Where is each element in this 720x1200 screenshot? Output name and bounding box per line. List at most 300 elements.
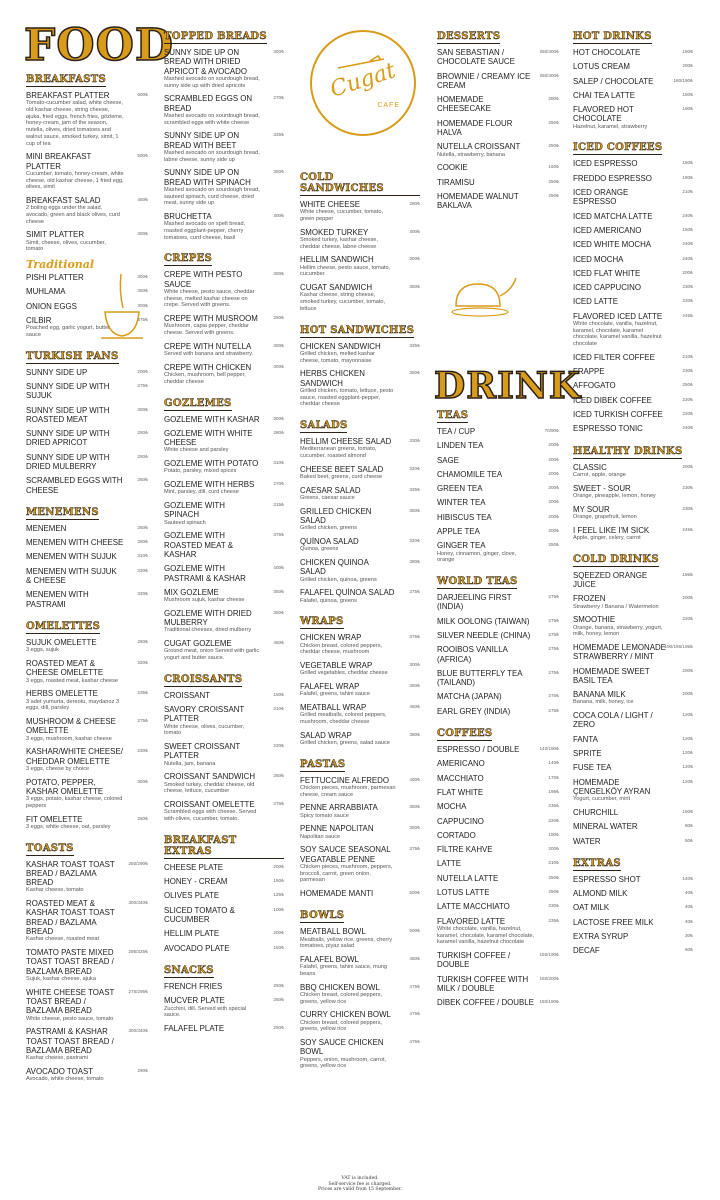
item-name: ICED DIBEK COFFEE <box>573 395 652 405</box>
item-price: 325₺ <box>409 342 420 348</box>
menu-item <box>300 983 420 1006</box>
item-price: 200₺ <box>548 442 559 448</box>
item-description: Mediterranean greens, tomato, cucumber, roasted almond <box>300 446 377 459</box>
item-name: CREPE WITH MUSROOM <box>164 314 258 324</box>
menu-item <box>573 763 693 772</box>
item-price: 150₺ <box>273 691 284 697</box>
item-description: Kashar cheese, pastrami <box>26 1055 88 1062</box>
footer-line: Self-service fee is charged. <box>328 1181 392 1187</box>
item-price: 200₺ <box>548 513 559 519</box>
item-name: MENEMEN WITH PASTRAMI <box>26 590 89 609</box>
menu-item <box>573 903 693 912</box>
item-name: MENEMEN WITH CHEESE <box>26 538 124 548</box>
item-name: CHICKEN SANDWICH <box>300 341 381 351</box>
item-price: 300₺ <box>273 49 284 54</box>
item-price: 240₺ <box>682 212 693 218</box>
item-name: SUNNY SIDE UP WITH DRIED APRICOT <box>26 429 110 448</box>
menu-item <box>573 690 693 706</box>
menu-item <box>437 192 559 211</box>
item-name: SAN SEBASTIAN / CHOCOLATE SAUCE <box>437 48 515 67</box>
item-description: Grilled chicken, quinoa, greens <box>300 576 377 583</box>
item-name: HERBS CHICKEN SANDWICH <box>300 369 365 388</box>
menu-item <box>300 1038 420 1070</box>
item-price: 40₺ <box>684 918 693 924</box>
item-price: 120₺ <box>682 778 693 784</box>
item-price: 275₺ <box>548 669 559 675</box>
item-name: CREPE WITH CHICKEN <box>164 362 252 372</box>
item-name: CORTADO <box>437 830 476 840</box>
menu-item <box>437 95 559 114</box>
item-price: 230₺ <box>548 903 559 909</box>
item-price: 200₺ <box>548 470 559 476</box>
item-price: 170₺ <box>548 774 559 780</box>
item-price: 230₺ <box>137 748 148 754</box>
menu-item <box>437 441 559 450</box>
item-name: CUGAT GOZLEME <box>164 639 232 649</box>
item-name: ESPRESSO SHOT <box>573 874 641 884</box>
item-name: WHITE CHEESE <box>300 200 361 209</box>
menu-item <box>573 932 693 941</box>
item-description: Banana, milk, honey, ice <box>573 699 634 706</box>
menu-item <box>164 48 284 89</box>
menu-item <box>573 946 693 955</box>
menu-item <box>437 484 559 493</box>
section-heading: EXTRAS <box>573 857 621 869</box>
menu-item <box>573 91 693 100</box>
item-description: Yogurt, cucumber, mint <box>573 796 631 803</box>
menu-item <box>26 368 148 377</box>
menu-item <box>437 888 559 897</box>
menu-item <box>573 312 693 348</box>
item-price: 150₺ <box>682 160 693 166</box>
item-price: 250₺ <box>548 874 559 880</box>
menu-item <box>26 899 148 943</box>
menu-item <box>573 505 693 521</box>
item-name: SUNNY SIDE UP ON BREAD WITH DRIED APRICOT & AVOCADO <box>164 48 248 76</box>
item-name: GOZLEME WITH KASHAR <box>164 414 260 424</box>
item-description: 3 eggs, white cheese, oat, parsley <box>26 823 111 830</box>
item-name: SCRAMBLED EGGS WITH CHEESE <box>26 476 123 495</box>
item-name: ICED FLAT WHITE <box>573 268 641 278</box>
menu-item <box>437 975 559 994</box>
item-price: 220₺ <box>273 743 284 749</box>
item-price: 250₺ <box>273 982 284 988</box>
menu-item <box>26 91 148 147</box>
item-price: 350₺ <box>409 682 420 688</box>
menu-item <box>300 200 420 223</box>
item-price: 200₺ <box>682 463 693 469</box>
item-description: Smoked turkey, cheddar cheese, old cheese, lettuce, cucumber <box>164 781 255 795</box>
item-price: 200₺ <box>273 930 284 936</box>
item-price: 310₺ <box>137 553 148 559</box>
item-price: 275₺ <box>548 594 559 600</box>
item-name: OLIVES PLATE <box>164 891 220 901</box>
item-name: MENEMEN WITH SUJUK <box>26 552 117 562</box>
item-price: 195₺ <box>548 788 559 794</box>
item-price: 250₺ <box>137 430 148 436</box>
item-name: BANANA MILK <box>573 690 626 700</box>
item-description: Falafel, greens, tahini sauce, mung beans <box>300 964 388 978</box>
menu-item <box>26 988 148 1023</box>
item-name: FALAFEL QUİNOA SALAD <box>300 588 395 598</box>
item-price: 380₺ <box>409 558 420 564</box>
menu-item <box>164 94 284 126</box>
item-description: Served with banana and strawberry. <box>164 351 254 358</box>
menu-item <box>437 845 559 854</box>
menu-item <box>26 476 148 495</box>
item-name: MUSHROOM & CHEESE OMELETTE <box>26 716 116 736</box>
section-heading: COLD SANDWICHES <box>300 172 420 196</box>
item-name: SIMIT PLATTER <box>26 230 85 240</box>
menu-item <box>164 691 284 700</box>
menu-item <box>26 196 148 225</box>
item-description: Mashed avocado on sourdough bread, scrambled eggs with white cheese <box>164 112 260 126</box>
item-name: SAVORY CROISSANT PLATTER <box>164 705 245 724</box>
item-name: CROISSANT SANDWICH <box>164 772 256 782</box>
item-description: Tomato-cucumber salad, white cheese, old kashar cheese, string cheese, ajuka, fried eggs, french fries, gözleme, honey-cream, jam of the season, nutella, olives, dried tomatoes and walnut sauce, smoked turkey, simit, 1 cup of tea <box>26 100 124 147</box>
menu-item <box>573 381 693 390</box>
item-description: Nutella, strawberry, banana <box>437 151 505 158</box>
item-price: 325₺ <box>273 132 284 138</box>
menu-item <box>26 302 148 311</box>
item-description: 3 eggs, roasted meat, kashar cheese <box>26 677 119 684</box>
item-name: MINERAL WATER <box>573 822 638 832</box>
item-name: COOKIE <box>437 163 468 173</box>
menu-item <box>573 174 693 183</box>
item-description: Mashed avocado on spelt bread, roasted eggplant-pepper, cherry tomatoes, curd cheese, basil <box>164 221 246 241</box>
item-name: ESPRESSO TONIC <box>573 424 643 434</box>
item-name: HOMEMADE WALNUT BAKLAVA <box>437 191 519 211</box>
menu-item <box>164 314 284 337</box>
item-name: ICED FILTER COFFEE <box>573 352 655 362</box>
item-price: 330₺ <box>409 437 420 443</box>
item-price: 375₺ <box>137 316 148 322</box>
menu-item <box>437 513 559 522</box>
logo-sub: CAFE <box>377 102 400 109</box>
item-name: ESPRESSO / DOUBLE <box>437 745 520 755</box>
menu-item <box>437 917 559 946</box>
menu-item <box>300 558 420 583</box>
item-price: 220₺ <box>682 616 693 622</box>
item-name: GOZLEME WITH PASTRAMI & KASHAR <box>164 564 246 583</box>
item-name: SUNNY SIDE UP WITH ROASTED MEAT <box>26 405 110 424</box>
menu-item <box>26 1027 148 1062</box>
item-price: 500₺ <box>409 890 420 896</box>
item-price: 300₺ <box>409 228 420 234</box>
menu-item <box>437 72 559 91</box>
item-name: MENEMEN <box>26 523 67 533</box>
menu-item <box>164 459 284 475</box>
item-name: CROISSANT <box>164 690 211 700</box>
menu-item <box>164 480 284 496</box>
section-heading: GOZLEMES <box>164 397 232 409</box>
item-price: 350₺ <box>409 370 420 376</box>
item-name: QUİNOA SALAD <box>300 536 359 546</box>
menu-item <box>26 717 148 742</box>
menu-item <box>437 998 559 1007</box>
coffee-pot-illustration-icon <box>446 268 520 322</box>
item-description: Kashar cheese, string cheese, smoked turkey, cucumber, tomato, lettuce <box>300 292 386 312</box>
item-price: 450₺ <box>273 640 284 646</box>
item-name: ICED MOCHA <box>573 254 624 264</box>
item-name: KASHAR TOAST TOAST BREAD / BAZLAMA BREAD <box>26 859 115 888</box>
item-description: White chocolate, vanilla, hazelnut, karamel, chocolate, karamel chocolate, karamel vanilla, hazelnut chocolate <box>437 925 535 946</box>
item-description: Grilled chicken, tomato, lettuce, pesto sauce, roasted eggplant-pepper, cheddar cheese <box>300 387 394 408</box>
item-price: 100₺ <box>273 906 284 912</box>
item-description: 3 eggs, cheese by choice <box>26 765 90 772</box>
menu-item <box>573 735 693 744</box>
item-description: White cheese, pesto sauce, cheddar cheese, melted kashar cheese on crepe. Served with greens. <box>164 289 255 309</box>
item-name: CHICKEN QUINOA SALAD <box>300 557 369 577</box>
item-price: 200₺ <box>548 528 559 534</box>
column-teas-coffees <box>437 403 559 1013</box>
menu-item <box>437 593 559 612</box>
item-name: I FEEL LIKE I'M SICK <box>573 525 650 535</box>
item-price: 320₺ <box>409 537 420 543</box>
menu-item <box>164 270 284 309</box>
menu-item <box>26 567 148 586</box>
item-name: WHITE CHEESE TOAST TOAST BREAD / BAZLAMA BREAD <box>26 987 115 1016</box>
menu-item <box>26 552 148 561</box>
item-description: Kashar cheese, tomato <box>26 887 84 894</box>
menu-item <box>164 1024 284 1033</box>
menu-item <box>437 427 559 436</box>
item-price: 310₺ <box>273 460 284 466</box>
item-price: 475₺ <box>409 983 420 989</box>
menu-item <box>573 367 693 376</box>
item-price: 280₺ <box>409 201 420 206</box>
menu-item <box>26 429 148 448</box>
item-name: HOMEMADE CHEESECAKE <box>437 95 491 114</box>
item-price: 250₺ <box>273 773 284 779</box>
item-price: 200₺ <box>682 667 693 673</box>
item-name: HERBS OMELETTE <box>26 689 98 699</box>
item-price: 350₺ <box>137 288 148 294</box>
item-price: 250₺ <box>137 524 148 530</box>
item-price: 150₺ <box>682 226 693 232</box>
section-heading: CROISSANTS <box>164 673 243 685</box>
item-name: ROOIBOS VANILLA (AFRICA) <box>437 645 508 664</box>
item-price: 450₺ <box>409 703 420 709</box>
menu-item <box>573 159 693 168</box>
menu-item <box>573 212 693 221</box>
menu-item <box>300 927 420 950</box>
menu-item <box>573 297 693 306</box>
item-price: 230₺ <box>682 505 693 511</box>
item-description: Falafel, greens, tahini sauce <box>300 691 370 698</box>
item-description: Kashar cheese, roasted meat <box>26 936 100 943</box>
item-name: TURKISH COFFEE / DOUBLE <box>437 951 511 970</box>
item-name: GOZLEME WITH POTATO <box>164 459 259 469</box>
item-price: 400₺ <box>409 776 420 782</box>
menu-item <box>573 778 693 803</box>
menu-item <box>437 48 559 67</box>
item-name: GOZLEME WITH DRIED MULBERRY <box>164 608 252 628</box>
item-price: 400₺ <box>273 565 284 571</box>
item-description: Nutella, jam, banana <box>164 760 216 767</box>
item-name: ICED TURKISH COFFEE <box>573 410 663 420</box>
menu-item <box>26 778 148 810</box>
item-name: CHICKEN WRAP <box>300 633 362 643</box>
menu-item <box>437 707 559 716</box>
item-name: FLAT WHITE <box>437 787 484 797</box>
item-description: 3 adet yumurta, dereotu, maydanoz 3 eggs, dill, parsley <box>26 698 119 712</box>
menu-item <box>437 802 559 811</box>
item-description: Mashed avocado on sourdough bread, sunny side up with dried apricots <box>164 75 260 89</box>
item-name: SUNNY SIDE UP WITH DRIED MULBERRY <box>26 452 110 471</box>
item-price: 150/190₺ <box>539 999 559 1005</box>
section-heading: ICED COFFEES <box>573 142 663 154</box>
menu-item <box>164 929 284 938</box>
item-price: 250₺ <box>273 1024 284 1030</box>
item-name: TIRAMISU <box>437 177 475 187</box>
item-price: 300/340₺ <box>128 1028 148 1034</box>
menu-item <box>437 788 559 797</box>
item-price: 220₺ <box>682 298 693 304</box>
item-description: White cheese, pesto sauce, tomato <box>26 1015 114 1022</box>
menu-item <box>26 382 148 401</box>
item-price: 300₺ <box>137 274 148 280</box>
menu-item <box>300 824 420 840</box>
menu-item <box>300 507 420 532</box>
item-price: 240₺ <box>682 425 693 431</box>
menu-item <box>164 800 284 823</box>
item-price: 240₺ <box>682 255 693 261</box>
item-price: 250₺ <box>137 477 148 483</box>
item-description: White cheese and parsley <box>164 447 229 454</box>
item-price: 300₺ <box>137 778 148 784</box>
menu-item <box>164 531 284 559</box>
item-price: 250₺ <box>548 119 559 125</box>
item-name: MATCHA (JAPAN) <box>437 692 502 702</box>
menu-item <box>300 845 420 884</box>
item-name: DIBEK COFFEE / DOUBLE <box>437 998 534 1008</box>
menu-item <box>300 486 420 502</box>
item-name: OAT MILK <box>573 903 610 913</box>
section-heading: SNACKS <box>164 964 214 976</box>
item-price: 275₺ <box>548 631 559 637</box>
menu-item <box>437 831 559 840</box>
menu-item <box>164 429 284 454</box>
item-name: ICED AMERICANO <box>573 225 642 235</box>
item-description: Grilled chicken, greens, salad sauce <box>300 739 390 746</box>
item-price: 120₺ <box>682 712 693 718</box>
item-price: 270₺ <box>273 95 284 101</box>
menu-item <box>26 638 148 654</box>
item-description: Grilled chicken, greens <box>300 525 357 532</box>
item-name: GOZLEME WITH WHITE CHEESE <box>164 428 253 448</box>
item-price: 250₺ <box>548 143 559 149</box>
item-description: White cheese, cucumber, tomato, green pepper <box>300 209 384 222</box>
item-description: 3 eggs, sujuk <box>26 647 59 654</box>
menu-item <box>300 465 420 481</box>
footer-line: Prices are valid from 15 September. <box>318 1187 402 1193</box>
menu-item <box>437 817 559 826</box>
item-name: PASTRAMI & KASHAR TOAST TOAST BREAD / BAZLAMA BREAD <box>26 1027 114 1055</box>
menu-item <box>164 609 284 634</box>
menu-item <box>437 669 559 688</box>
item-price: 145₺ <box>548 760 559 766</box>
item-name: SUNNY SIDE UP WITH SUJUK <box>26 381 110 401</box>
menu-item <box>573 62 693 71</box>
menu-item <box>573 808 693 817</box>
item-price: 30₺ <box>684 932 693 938</box>
item-name: CAPPUCINO <box>437 816 484 826</box>
menu-item <box>164 212 284 241</box>
menu-item <box>573 837 693 846</box>
item-name: DARJEELING FIRST (INDIA) <box>437 593 512 612</box>
item-price: 350₺ <box>409 284 420 290</box>
item-price: 245₺ <box>682 312 693 318</box>
item-description: Mushroom, capia pepper, cheddar cheese. Served with greens. <box>164 323 249 337</box>
item-description: 3 eggs, mushroom, kashar cheese <box>26 735 112 742</box>
menu-item <box>573 463 693 479</box>
menu-item <box>26 524 148 533</box>
item-name: FALAFEL PLATE <box>164 1023 225 1033</box>
item-price: 475₺ <box>409 1039 420 1045</box>
item-description: Simit, cheese, olives, cucumber, tomato <box>26 239 106 253</box>
item-price: 80₺ <box>684 823 693 829</box>
item-description: 2 boiling eggs under the salad, avocado, green and black olives, curd cheese <box>26 205 120 225</box>
menu-item <box>164 588 284 604</box>
menu-item <box>164 705 284 737</box>
item-name: MINI BREAKFAST PLATTER <box>26 152 92 171</box>
item-price: 70/90₺ <box>544 428 559 433</box>
section-heading: MENEMENS <box>26 506 99 518</box>
item-name: MUCVER PLATE <box>164 996 225 1006</box>
item-description: Grilled chicken, melted kashar cheese, tomato, mayonnaise <box>300 350 375 364</box>
item-name: HOMEMADE ÇENGELKÖY AYRAN <box>573 777 651 796</box>
menu-item <box>164 564 284 583</box>
item-description: Chicken pieces, mushroom, peppers, broccoli, carrot, green onion, parmesan <box>300 863 393 884</box>
item-description: Grilled meatballs, colored peppers, mushroom, cheddar cheese <box>300 712 387 725</box>
item-name: HOT CHOCOLATE <box>573 48 641 57</box>
item-name: FIT OMELETTE <box>26 814 83 824</box>
drink-title: DRINK <box>434 365 582 407</box>
item-name: POTATO, PEPPER, KASHAR OMELETTE <box>26 777 104 796</box>
menu-item <box>437 178 559 187</box>
item-price: 280₺ <box>137 539 148 545</box>
item-price: 150₺ <box>682 808 693 814</box>
item-name: GINGER TEA <box>437 541 486 551</box>
menu-item <box>300 369 420 408</box>
item-name: HOMEMADE MANTI <box>300 889 374 899</box>
menu-item <box>26 287 148 296</box>
item-name: CHEESE BEET SALAD <box>300 464 384 474</box>
item-price: 250₺ <box>682 382 693 388</box>
item-price: 200₺ <box>137 368 148 374</box>
menu-item <box>573 749 693 758</box>
item-name: FREDDO ESPRESSO <box>573 173 652 183</box>
item-name: CILBIR <box>26 315 52 325</box>
item-name: FLAVORED HOT CHOCOLATE <box>573 105 634 124</box>
column-breads <box>164 24 284 1038</box>
item-name: PENNE NAPOLITAN <box>300 824 374 834</box>
item-description: Sujuk, kashar cheese, ajuka <box>26 975 96 982</box>
item-name: SMOOTHIE <box>573 615 616 625</box>
item-price: 200₺ <box>548 485 559 491</box>
item-price: 180₺ <box>548 831 559 837</box>
item-price: 210₺ <box>273 706 284 712</box>
item-name: SQEEZED ORANGE JUICE <box>573 570 648 589</box>
item-price: 230₺ <box>682 368 693 374</box>
menu-item <box>573 594 693 610</box>
item-name: AMERICANO <box>437 759 485 769</box>
item-price: 270₺ <box>273 481 284 487</box>
item-name: PENNE ARRABBIATA <box>300 803 378 813</box>
menu-item <box>26 659 148 684</box>
item-description: Avocado, white cheese, tomato <box>26 1076 104 1083</box>
